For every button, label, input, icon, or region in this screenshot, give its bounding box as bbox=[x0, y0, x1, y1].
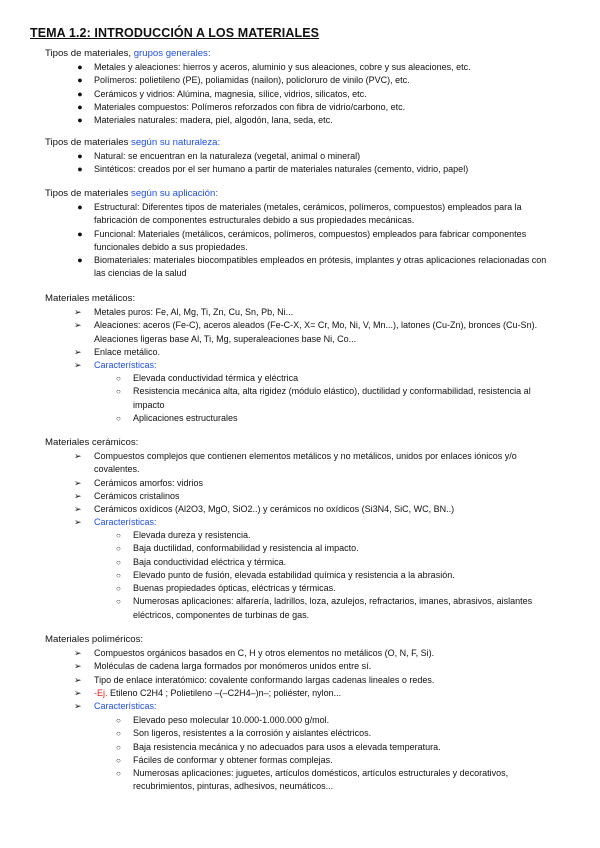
list-item-text: Enlace metálico. bbox=[94, 346, 161, 357]
arrow-bullet-icon: ➢ bbox=[74, 648, 82, 658]
ceramicos-characteristics bbox=[115, 529, 555, 622]
list-item bbox=[74, 660, 554, 673]
bullet-icon: ● bbox=[77, 101, 83, 112]
list-item-text: Aleaciones: aceros (Fe-C), aceros aleados (Fe-C-X, X= Cr, Mo, Ni, V, Mn...), latones (Cu-Zn), bronces (Cu-Sn). Aleaciones ligeras base Al, Ti, Mg, superaleaciones base Ni, Co... bbox=[94, 320, 538, 344]
circle-bullet-icon: ○ bbox=[116, 374, 121, 383]
list-item-text: Biomateriales: materiales biocompatibles empleados en prótesis, implantes y otras aplicaciones relacionadas con las ciencias de la salud bbox=[94, 255, 547, 279]
list-item bbox=[74, 114, 554, 127]
list-item-text: Elevada dureza y resistencia. bbox=[133, 530, 251, 540]
list-item bbox=[74, 319, 554, 346]
bullet-icon: ● bbox=[77, 88, 83, 99]
circle-bullet-icon: ○ bbox=[116, 531, 121, 540]
bullet-icon: ● bbox=[77, 62, 83, 72]
list-item bbox=[115, 569, 555, 582]
list-item-text: Natural: se encuentran en la naturaleza (vegetal, animal o mineral) bbox=[94, 151, 361, 161]
heading-highlight: según su aplicación: bbox=[131, 188, 218, 199]
list-item-text: Funcional: Materiales (metálicos, cerámicos, polímeros, compuestos) empleados para fabricar componentes funcionales debido a sus propiedades. bbox=[94, 228, 527, 252]
general-groups-list bbox=[74, 61, 554, 127]
section-heading-aplicacion bbox=[45, 187, 218, 200]
list-item-text: Numerosas aplicaciones: alfarería, ladrillos, loza, azulejos, refractarios, imanes, abrasivos, aislantes eléctricos, componentes de turbinas de gas. bbox=[133, 596, 533, 620]
aplicacion-list bbox=[74, 201, 554, 281]
list-item-text: Fáciles de conformar y obtener formas complejas. bbox=[133, 754, 333, 765]
heading-text: Tipos de materiales, bbox=[45, 48, 132, 59]
arrow-bullet-icon: ➢ bbox=[74, 307, 82, 317]
arrow-bullet-icon: ➢ bbox=[74, 320, 82, 331]
section-heading-metalicos: Materiales metálicos: bbox=[45, 293, 136, 304]
list-item bbox=[115, 412, 555, 425]
list-item bbox=[115, 727, 555, 740]
arrow-bullet-icon: ➢ bbox=[74, 360, 82, 371]
arrow-bullet-icon: ➢ bbox=[74, 661, 82, 672]
list-item-text: Baja resistencia mecánica y no adecuados para usos a elevada temperatura. bbox=[133, 741, 441, 752]
page-title: TEMA 1.2: INTRODUCCIÓN A LOS MATERIALES bbox=[30, 26, 320, 40]
list-item bbox=[115, 595, 555, 622]
circle-bullet-icon: ○ bbox=[116, 413, 121, 423]
circle-bullet-icon: ○ bbox=[116, 755, 121, 765]
list-item bbox=[115, 714, 555, 727]
list-item bbox=[74, 503, 554, 516]
list-item bbox=[74, 477, 554, 490]
heading-highlight: grupos generales: bbox=[133, 48, 211, 59]
list-item-text: Elevado punto de fusión, elevada estabilidad química y resistencia a la abrasión. bbox=[133, 569, 455, 580]
bullet-icon: ● bbox=[77, 151, 83, 161]
list-item-text: Compuestos orgánicos basados en C, H y otros elementos no metálicos (O, N, F, Si). bbox=[94, 648, 435, 658]
arrow-bullet-icon: ➢ bbox=[74, 674, 82, 685]
list-item bbox=[115, 542, 555, 555]
list-item-text: Moléculas de cadena larga formados por monómeros unidos entre sí. bbox=[94, 661, 372, 672]
list-item bbox=[115, 372, 555, 385]
list-item-text: Polímeros: polietileno (PE), poliamidas (nailon), policloruro de vinilo (PVC), etc. bbox=[94, 75, 410, 86]
list-item bbox=[74, 674, 554, 687]
circle-bullet-icon: ○ bbox=[116, 570, 121, 580]
list-item bbox=[74, 450, 554, 477]
metalicos-list bbox=[74, 306, 554, 372]
list-item bbox=[115, 741, 555, 754]
list-item bbox=[115, 754, 555, 767]
heading-text: Tipos de materiales bbox=[45, 137, 129, 148]
list-item bbox=[115, 385, 555, 412]
bullet-icon: ● bbox=[77, 115, 83, 126]
list-item-text: Cerámicos oxídicos (Al2O3, MgO, SiO2..) y cerámicos no oxídicos (Si3N4, SiC, WC, BN..) bbox=[94, 504, 455, 515]
list-item-text: Cerámicos cristalinos bbox=[94, 490, 180, 501]
section-heading-general bbox=[45, 47, 211, 60]
bullet-icon: ● bbox=[77, 228, 83, 239]
bullet-icon: ● bbox=[77, 202, 83, 212]
bullet-icon: ● bbox=[77, 164, 83, 175]
list-item bbox=[115, 767, 555, 794]
section-heading-ceramicos: Materiales cerámicos: bbox=[45, 437, 139, 448]
section-heading-naturaleza bbox=[45, 136, 220, 149]
list-item-text: Baja conductividad eléctrica y térmica. bbox=[133, 556, 287, 567]
list-item-text: Cerámicos amorfos: vidrios bbox=[94, 477, 204, 488]
list-item-text: Estructural: Diferentes tipos de materiales (metales, cerámicos, polímeros, compuestos) empleados para la fabricación de componentes estructurales debido a sus propiedades mecánicas. bbox=[94, 202, 522, 226]
characteristics-label: Características: bbox=[94, 701, 157, 712]
list-item bbox=[74, 346, 554, 359]
arrow-bullet-icon: ➢ bbox=[74, 517, 82, 528]
list-item bbox=[74, 228, 554, 255]
circle-bullet-icon: ○ bbox=[116, 716, 121, 725]
metalicos-characteristics bbox=[115, 372, 555, 425]
circle-bullet-icon: ○ bbox=[116, 544, 121, 554]
arrow-bullet-icon: ➢ bbox=[74, 477, 82, 488]
list-item-text: Son ligeros, resistentes a la corrosión y aislantes eléctricos. bbox=[133, 728, 372, 739]
naturaleza-list bbox=[74, 150, 554, 177]
list-item bbox=[74, 647, 554, 660]
list-item bbox=[115, 556, 555, 569]
list-item-text: Materiales naturales: madera, piel, algodón, lana, seda, etc. bbox=[94, 115, 333, 126]
list-item-text: Metales y aleaciones: hierros y aceros, aluminio y sus aleaciones, cobre y sus aleaciones, etc. bbox=[94, 62, 471, 72]
list-item-text: Elevado peso molecular 10.000-1.000.000 g/mol. bbox=[133, 715, 330, 725]
circle-bullet-icon: ○ bbox=[116, 557, 121, 567]
circle-bullet-icon: ○ bbox=[116, 769, 121, 779]
list-item bbox=[74, 254, 554, 281]
heading-text: Tipos de materiales bbox=[45, 188, 129, 199]
ceramicos-list bbox=[74, 450, 554, 530]
list-item-text: Materiales compuestos: Polímeros reforzados con fibra de vidrio/carbono, etc. bbox=[94, 101, 406, 112]
list-item-text: Resistencia mecánica alta, alta rigidez (módulo elástico), ductilidad y conformabilidad, resistencia al impacto bbox=[133, 386, 531, 410]
bullet-icon: ● bbox=[77, 255, 83, 266]
list-item-text: Buenas propiedades ópticas, eléctricas y térmicas. bbox=[133, 583, 336, 594]
example-text: Etileno C2H4 ; Polietileno –(–C2H4–)n–; poliéster, nylon... bbox=[110, 687, 342, 698]
list-item bbox=[74, 306, 554, 319]
circle-bullet-icon: ○ bbox=[116, 584, 121, 594]
arrow-bullet-icon: ➢ bbox=[74, 490, 82, 501]
arrow-bullet-icon: ➢ bbox=[74, 346, 82, 357]
arrow-bullet-icon: ➢ bbox=[74, 451, 82, 461]
heading-highlight: según su naturaleza: bbox=[131, 137, 221, 148]
list-item bbox=[74, 150, 554, 163]
list-item-text: Baja ductilidad, conformabilidad y resistencia al impacto. bbox=[133, 543, 359, 554]
list-item bbox=[74, 163, 554, 176]
polimericos-list bbox=[74, 647, 554, 713]
characteristics-label: Características: bbox=[94, 360, 157, 371]
circle-bullet-icon: ○ bbox=[116, 742, 121, 752]
example-label: -Ej. bbox=[94, 687, 108, 698]
list-item-text: Tipo de enlace interatómico: covalente conformando largas cadenas lineales o redes. bbox=[94, 674, 435, 685]
polimericos-characteristics bbox=[115, 714, 555, 794]
arrow-bullet-icon: ➢ bbox=[74, 701, 82, 712]
list-item-text: Compuestos complejos que contienen elementos metálicos y no metálicos, unidos por enlaces iónicos y/o covalentes. bbox=[94, 451, 517, 475]
list-item bbox=[74, 359, 554, 372]
list-item bbox=[74, 74, 554, 87]
bullet-icon: ● bbox=[77, 75, 83, 86]
list-item bbox=[74, 687, 554, 700]
list-item bbox=[74, 201, 554, 228]
list-item-text: Elevada conductividad térmica y eléctrica bbox=[133, 373, 299, 383]
list-item bbox=[74, 101, 554, 114]
circle-bullet-icon: ○ bbox=[116, 597, 121, 607]
circle-bullet-icon: ○ bbox=[116, 729, 121, 739]
arrow-bullet-icon: ➢ bbox=[74, 504, 82, 515]
list-item bbox=[74, 61, 554, 74]
arrow-bullet-icon: ➢ bbox=[74, 687, 82, 698]
list-item-text: Metales puros: Fe, Al, Mg, Ti, Zn, Cu, Sn, Pb, Ni... bbox=[94, 307, 294, 317]
circle-bullet-icon: ○ bbox=[116, 387, 121, 397]
list-item bbox=[115, 582, 555, 595]
list-item-text: Numerosas aplicaciones: juguetes, artículos domésticos, artículos estructurales y decorativos, recubrimientos, pinturas, adhesivos, neumáticos... bbox=[133, 768, 509, 792]
list-item bbox=[115, 529, 555, 542]
section-heading-polimericos: Materiales poliméricos: bbox=[45, 634, 144, 645]
list-item-text: Cerámicos y vidrios: Alúmina, magnesia, sílice, vidrios, silicatos, etc. bbox=[94, 88, 367, 99]
characteristics-label: Características: bbox=[94, 517, 157, 528]
list-item bbox=[74, 700, 554, 713]
list-item bbox=[74, 88, 554, 101]
list-item bbox=[74, 516, 554, 529]
list-item bbox=[74, 490, 554, 503]
list-item-text: Aplicaciones estructurales bbox=[133, 412, 238, 423]
list-item-text: Sintéticos: creados por el ser humano a partir de materiales naturales (cemento, vidrio, papel) bbox=[94, 164, 469, 175]
